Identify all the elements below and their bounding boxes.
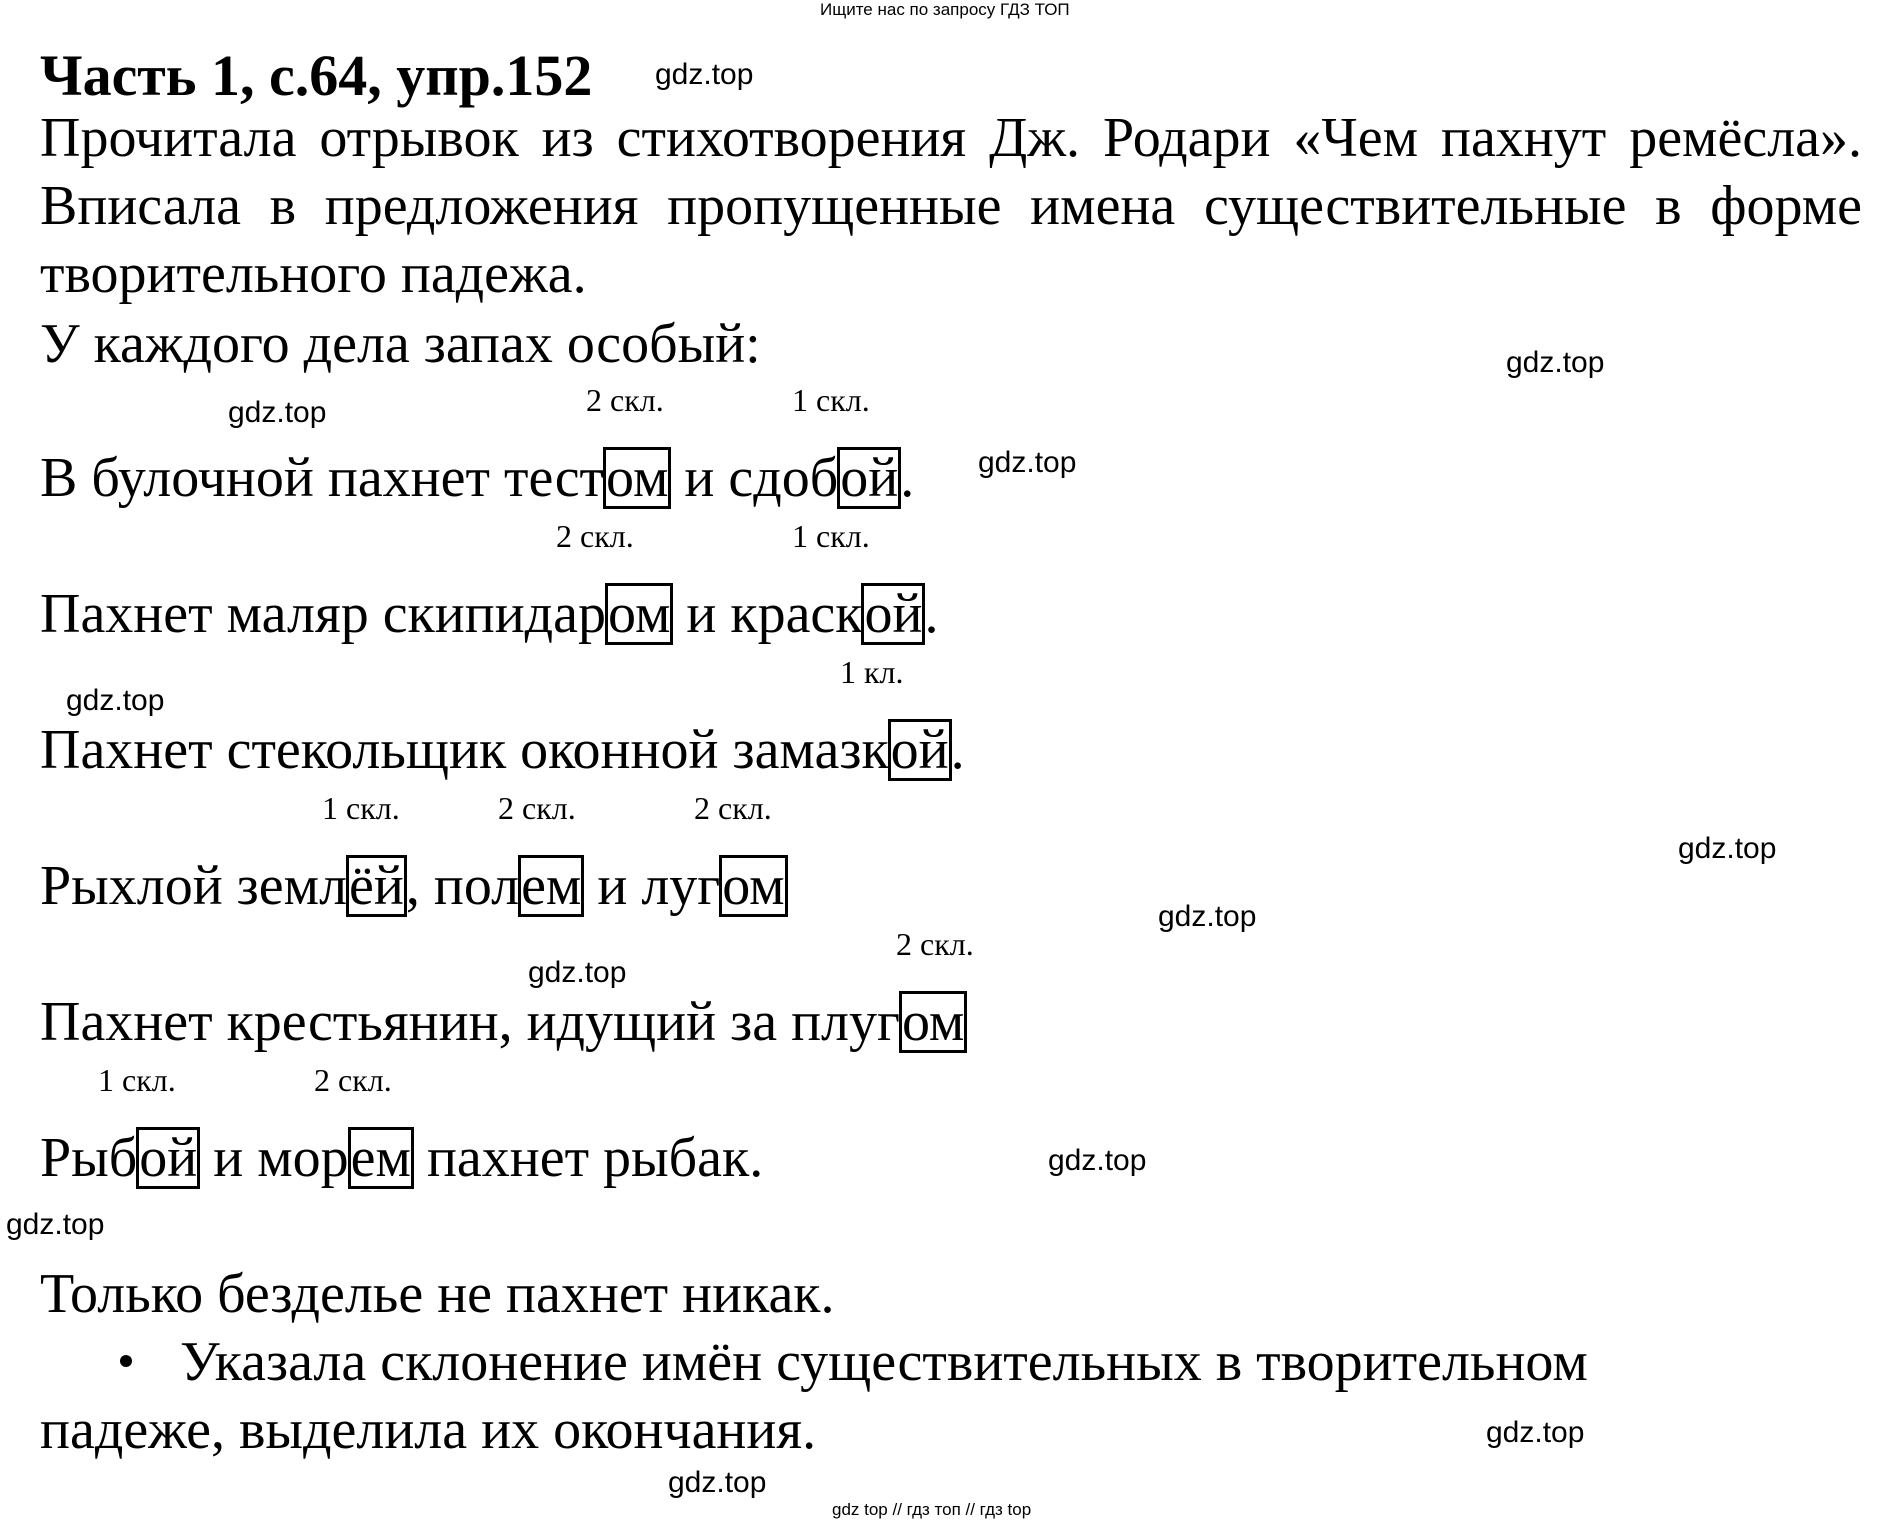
declension-hint: 1 скл. — [322, 790, 400, 826]
declension-hint: 2 скл. — [556, 518, 634, 554]
task-description: Прочитала отрывок из стихотворения Дж. Родари «Чем пахнут ремёсла». Вписала в предложения пропущенные имена существительные в форме творительного падежа. — [40, 107, 1862, 305]
declension-hint: 2 скл. — [314, 1062, 392, 1098]
watermark: gdz.top — [6, 1208, 105, 1241]
poem-line-5: Пахнет крестьянин, идущий за плугом — [40, 990, 966, 1054]
watermark: gdz.top — [528, 956, 627, 989]
ending-box: ой — [837, 447, 901, 509]
declension-hint: 1 кл. — [840, 654, 904, 690]
poem-line-2: Пахнет маляр скипидаром и краской. — [40, 583, 939, 645]
watermark: gdz.top — [228, 396, 327, 429]
watermark: gdz.top — [1678, 832, 1777, 865]
poem-line-6: Рыбой и морем пахнет рыбак. — [40, 1127, 764, 1189]
declension-hint: 1 скл. — [792, 518, 870, 554]
poem-closing: Только безделье не пахнет никак. — [40, 1263, 835, 1325]
ending-box: ем — [518, 855, 584, 917]
declension-hint: 2 скл. — [694, 790, 772, 826]
poem-line-3: Пахнет стекольщик оконной замазкой. — [40, 719, 965, 781]
poem-line-4: Рыхлой землёй, полем и лугом — [40, 854, 787, 918]
ending-box: ом — [719, 855, 787, 917]
declension-hint: 2 скл. — [498, 790, 576, 826]
watermark: gdz.top — [66, 684, 165, 717]
watermark: gdz.top — [668, 1466, 767, 1499]
poem-lead: У каждого дела запах особый: — [40, 313, 761, 375]
ending-box: ом — [899, 991, 967, 1053]
declension-hint: 1 скл. — [792, 382, 870, 418]
watermark: gdz.top — [1506, 346, 1605, 379]
poem-line-1: В булочной пахнет тестом и сдобой. — [40, 447, 915, 509]
ending-box: ом — [605, 583, 673, 645]
bullet-icon — [120, 1355, 132, 1367]
declension-hint: 1 скл. — [98, 1062, 176, 1098]
watermark: gdz.top — [655, 58, 754, 91]
ending-box: ом — [603, 447, 671, 509]
watermark: gdz.top — [978, 446, 1077, 479]
ending-box: ой — [888, 719, 952, 781]
top-banner: Ищите нас по запросу ГДЗ ТОП — [820, 0, 1070, 19]
ending-box: ой — [861, 583, 925, 645]
declension-hint: 2 скл. — [896, 926, 974, 962]
ending-box: ем — [348, 1127, 414, 1189]
watermark: gdz.top — [1158, 900, 1257, 933]
watermark: gdz.top — [1048, 1144, 1147, 1177]
ending-box: ёй — [346, 855, 407, 917]
bullet-task: Указала склонение имён существительных в творительном падеже, выделила их окончания. — [40, 1331, 1588, 1461]
footer: gdz top // гдз топ // гдз top — [832, 1500, 1032, 1519]
ending-box: ой — [136, 1127, 200, 1189]
page-title: Часть 1, с.64, упр.152 — [40, 43, 593, 108]
declension-hint: 2 скл. — [586, 382, 664, 418]
watermark: gdz.top — [1486, 1416, 1585, 1449]
